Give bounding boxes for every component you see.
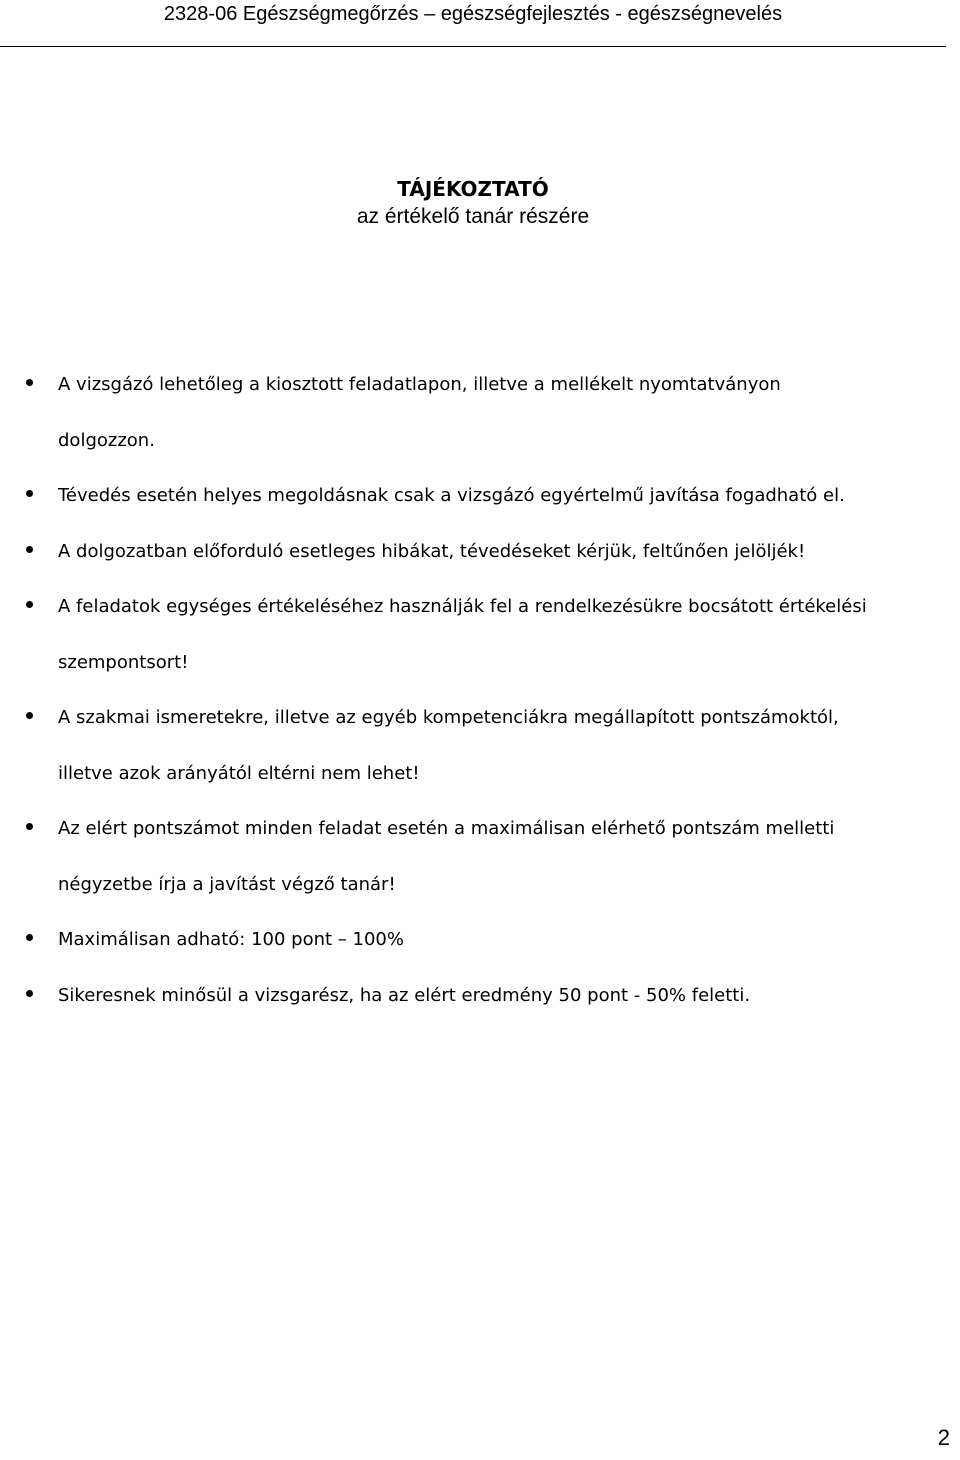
list-item-line: dolgozzon. [58, 429, 155, 451]
bullet-icon [26, 490, 33, 497]
list-item-line: A szakmai ismeretekre, illetve az egyéb kompetenciákra megállapított pontszámoktól, [58, 707, 839, 728]
list-item [0, 968, 960, 1024]
list-item-line: Maximálisan adható: 100 pont – 100% [58, 929, 404, 950]
header-title: 2328-06 Egészségmegőrzés – egészségfejlesztés - egészségnevelés [163, 3, 783, 25]
list-item [0, 690, 960, 801]
list-item [0, 579, 960, 690]
bullet-icon [26, 546, 33, 553]
list-item-line: négyzetbe írja a javítást végző tanár! [58, 873, 396, 895]
bullet-icon [26, 990, 33, 997]
list-item [0, 524, 960, 580]
list-item-line: illetve azok arányától eltérni nem lehet! [58, 762, 420, 784]
document-subtitle: az értékelő tanár részére [356, 205, 590, 228]
list-item-line: Sikeresnek minősül a vizsgarész, ha az elért eredmény 50 pont - 50% feletti. [58, 984, 751, 1006]
document-title: TÁJÉKOZTATÓ [397, 177, 549, 201]
bullet-icon [26, 601, 33, 608]
bullet-icon [26, 934, 33, 941]
list-item-line: szempontsort! [58, 651, 189, 673]
list-item-line: A dolgozatban előforduló esetleges hibákat, tévedéseket kérjük, feltűnően jelöljék! [58, 540, 806, 562]
bullet-icon [26, 379, 33, 386]
list-item [0, 912, 960, 968]
list-item-line: A vizsgázó lehetőleg a kiosztott feladatlapon, illetve a mellékelt nyomtatványon [58, 374, 781, 395]
bullet-icon [26, 712, 33, 719]
list-item [0, 357, 960, 468]
list-item-line: A feladatok egységes értékeléséhez használják fel a rendelkezésükre bocsátott értékelési [58, 596, 867, 617]
bullet-icon [26, 823, 33, 830]
list-item [0, 801, 960, 912]
list-item-line: Tévedés esetén helyes megoldásnak csak a vizsgázó egyértelmű javítása fogadható el. [58, 485, 845, 506]
page-number: 2 [937, 1425, 950, 1450]
list-item [0, 468, 960, 524]
list-item-line: Az elért pontszámot minden feladat esetén a maximálisan elérhető pontszám melletti [58, 818, 835, 839]
instruction-list [0, 357, 960, 1023]
page-header [0, 0, 946, 47]
